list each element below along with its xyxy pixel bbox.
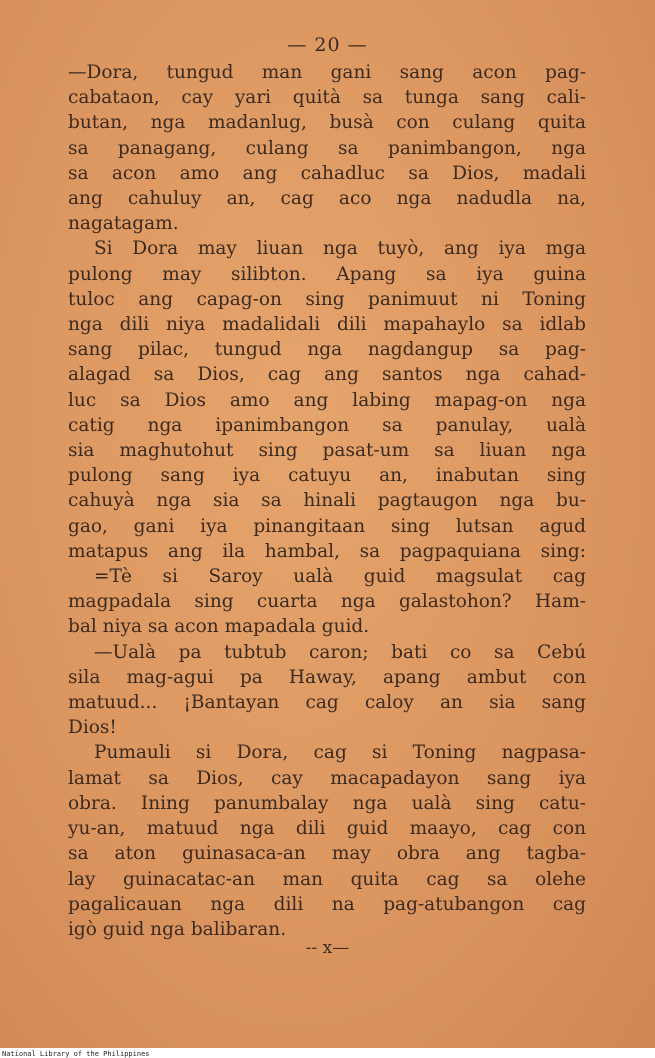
text-line: igò guid nga balibaran. <box>68 918 287 940</box>
text-line: nga dili niya madalidali dili mapahaylo sa idlab <box>68 314 586 336</box>
text-line: magpadala sing cuarta nga galastohon? Ham- <box>68 591 586 613</box>
text-line: yu-an, matuud nga dili guid maayo, cag con <box>68 818 586 840</box>
text-line: butan, nga madanlug, busà con culang quita <box>68 112 586 134</box>
text-line: obra. Ining panumbalay nga ualà sing catu- <box>68 792 586 814</box>
paragraph <box>68 640 586 741</box>
text-line: bal niya sa acon mapadala guid. <box>68 616 370 638</box>
paragraph <box>68 236 586 564</box>
text-line: sa panagang, culang sa panimbangon, nga <box>68 137 586 159</box>
text-line: —Ualà pa tubtub caron; bati co sa Cebú <box>94 641 586 663</box>
text-line: —Dora, tungud man gani sang acon pag- <box>68 62 586 83</box>
text-line: Dios! <box>68 717 117 739</box>
text-line: sa aton guinasaca-an may obra ang tagba- <box>68 843 586 865</box>
text-line: nagatagam. <box>68 213 179 235</box>
text-line: sia maghutohut sing pasat-um sa liuan nga <box>68 440 586 462</box>
text-line: catig nga ipanimbangon sa panulay, ualà <box>68 414 586 436</box>
text-line: lamat sa Dios, cay macapadayon sang iya <box>68 767 586 789</box>
paragraph <box>68 564 586 640</box>
text-line: Si Dora may liuan nga tuyò, ang iya mga <box>94 238 586 260</box>
text-line: alagad sa Dios, cag ang santos nga cahad- <box>68 364 586 386</box>
text-line: sang pilac, tungud nga nagdangup sa pag- <box>68 339 586 361</box>
text-line: sa acon amo ang cahadluc sa Dios, madali <box>68 162 586 184</box>
body-text <box>68 60 586 942</box>
text-line: pulong sang iya catuyu an, inabutan sing <box>68 465 586 487</box>
page-number: — 20 — <box>287 34 368 56</box>
text-line: luc sa Dios amo ang labing mapag-on nga <box>68 389 586 411</box>
text-line: cabataon, cay yari quità sa tunga sang cali- <box>68 87 586 109</box>
text-line: cahuyà nga sia sa hinali pagtaugon nga bu- <box>68 490 586 512</box>
text-line: matapus ang ila hambal, sa pagpaquiana sing: <box>68 540 586 562</box>
text-line: =Tè si Saroy ualà guid magsulat cag <box>94 566 586 588</box>
section-end-mark: -- x— <box>305 938 350 958</box>
text-line: gao, gani iya pinangitaan sing lutsan agud <box>68 515 586 537</box>
library-attribution: National Library of the Philippines <box>2 1050 150 1058</box>
text-line: Pumauli si Dora, cag si Toning nagpasa- <box>94 742 586 764</box>
text-line: pagalicauan nga dili na pag-atubangon cag <box>68 893 586 915</box>
text-line: matuud... ¡Bantayan cag caloy an sia sang <box>68 692 586 714</box>
paragraph <box>68 60 586 236</box>
text-line: lay guinacatac-an man quita cag sa olehe <box>68 868 586 890</box>
text-line: sila mag-agui pa Haway, apang ambut con <box>68 666 586 688</box>
text-line: ang cahuluy an, cag aco nga nadudla na, <box>68 188 586 210</box>
text-line: pulong may silibton. Apang sa iya guina <box>68 263 586 285</box>
paragraph <box>68 740 586 942</box>
text-line: tuloc ang capag-on sing panimuut ni Toning <box>68 288 586 310</box>
